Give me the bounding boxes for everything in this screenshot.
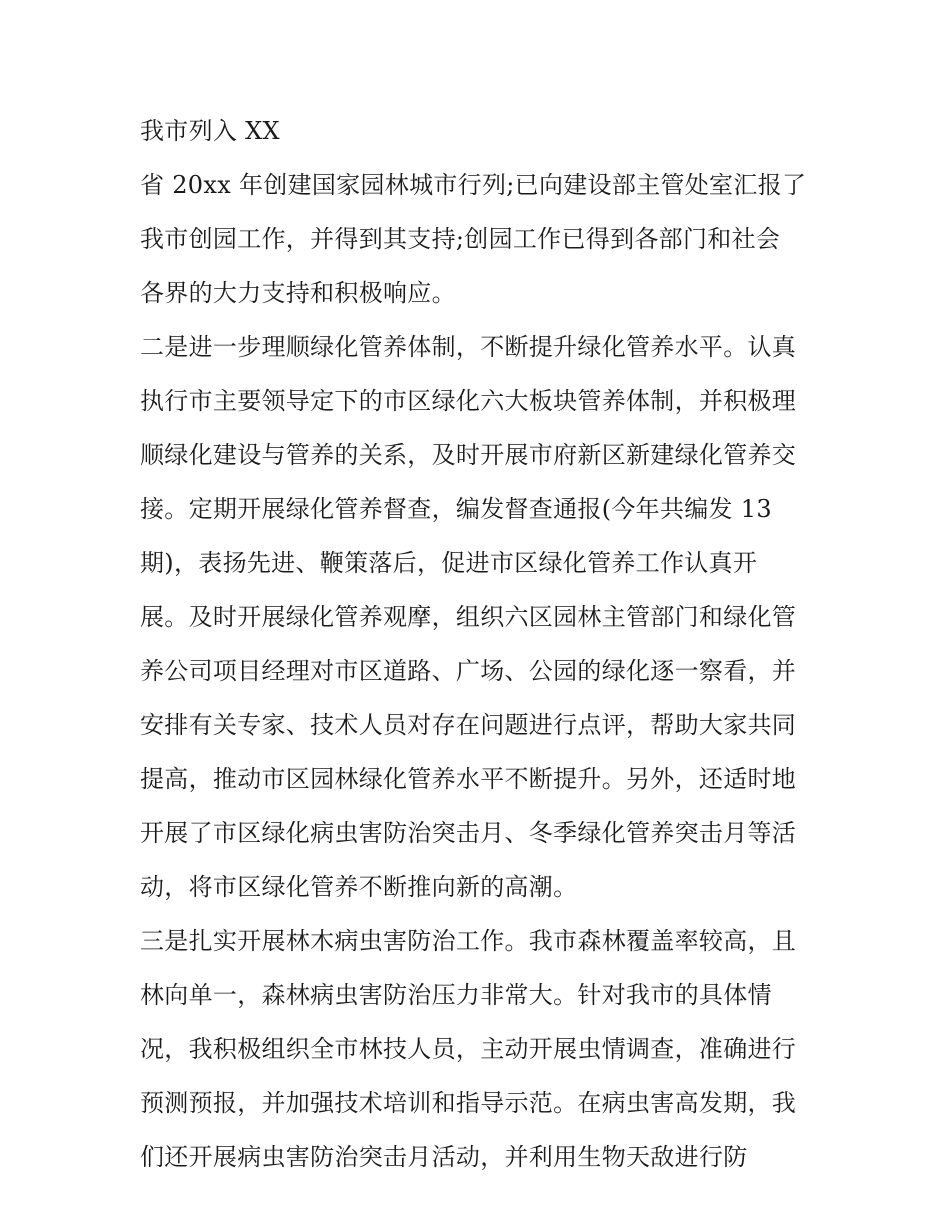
text-line: 养公司项目经理对市区道路、广场、公园的绿化逐一察看，并 <box>140 657 797 685</box>
text-line: 三是扎实开展林木病虫害防治工作。我市森林覆盖率较高，且 <box>140 927 797 955</box>
text-line: 林向单一，森林病虫害防治压力非常大。针对我市的具体情 <box>140 981 772 1009</box>
text-line: 开展了市区绿化病虫害防治突击月、冬季绿化管养突击月等活 <box>140 819 797 847</box>
text-line: 顺绿化建设与管养的关系，及时开展市府新区新建绿化管养交 <box>140 441 797 469</box>
text-line: 省 20xx 年创建国家园林城市行列;已向建设部主管处室汇报了 <box>140 171 807 199</box>
text-line: 况，我积极组织全市林技人员，主动开展虫情调查，准确进行 <box>140 1035 797 1063</box>
text-line: 我市列入 XX <box>140 117 280 145</box>
text-line: 提高，推动市区园林绿化管养水平不断提升。另外，还适时地 <box>140 765 797 793</box>
text-line: 展。及时开展绿化管养观摩，组织六区园林主管部门和绿化管 <box>140 603 797 631</box>
text-line: 期)，表扬先进、鞭策落后，促进市区绿化管养工作认真开 <box>140 549 758 577</box>
text-line: 动，将市区绿化管养不断推向新的高潮。 <box>140 873 578 901</box>
text-line: 们还开展病虫害防治突击月活动，并利用生物天敌进行防 <box>140 1143 748 1171</box>
document-body <box>140 104 820 1184</box>
text-line: 安排有关专家、技术人员对存在问题进行点评，帮助大家共同 <box>140 711 797 739</box>
text-line: 预测预报，并加强技术培训和指导示范。在病虫害高发期，我 <box>140 1089 797 1117</box>
text-line: 各界的大力支持和积极响应。 <box>140 279 456 307</box>
text-line: 我市创园工作，并得到其支持;创园工作已得到各部门和社会 <box>140 225 781 253</box>
text-line: 二是进一步理顺绿化管养体制，不断提升绿化管养水平。认真 <box>140 333 797 361</box>
text-line: 执行市主要领导定下的市区绿化六大板块管养体制，并积极理 <box>140 387 797 415</box>
text-line: 接。定期开展绿化管养督查，编发督查通报(今年共编发 13 <box>140 495 772 523</box>
